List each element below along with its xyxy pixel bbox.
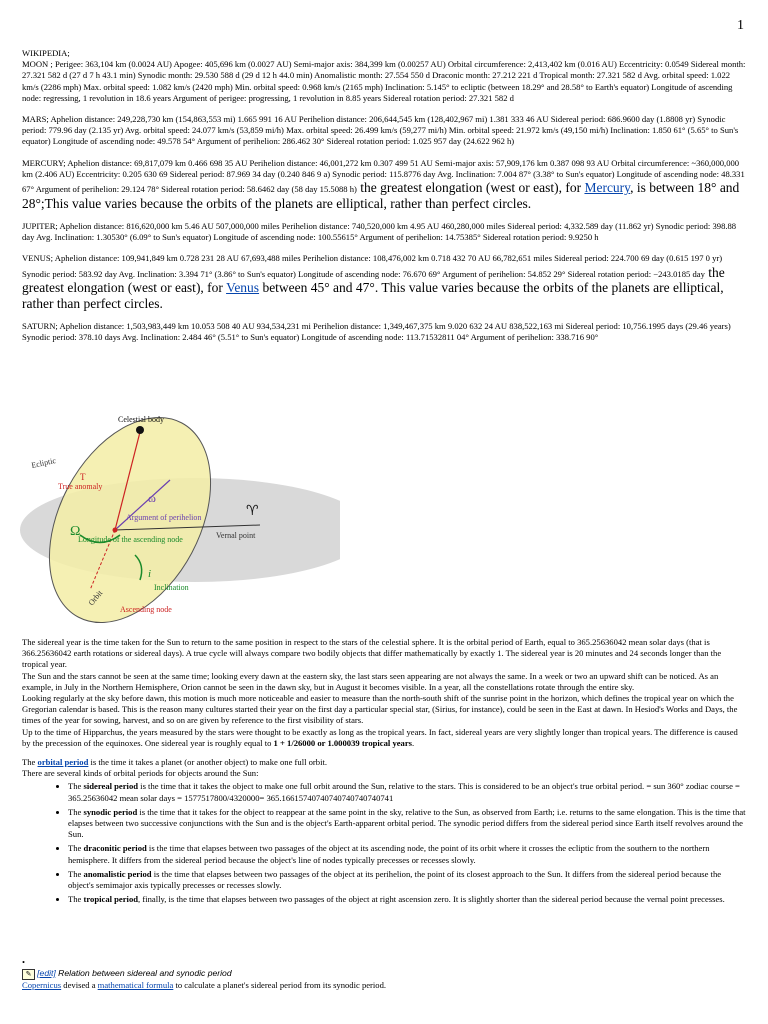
venus-text: Aphelion distance: 109,941,849 km 0.728 231 28 AU 67,693,488 miles Perihelion distance: 108,476,002 km 0.718 432 70 AU 66,782,651 miles Sidereal period: 224.700 69 day (0.615 197 0 yr) Synodic period: 583.92 day Avg. Inclination: 3.394 71° (3.86° to Sun's equator) Longitude of ascending node: 76.670 69° Argument of perihelion: 54.852 29° Sidereal rotation period: −243.0185 day bbox=[22, 253, 723, 279]
orbital-intro bbox=[22, 757, 748, 768]
sidereal-para-1: The sidereal year is the time taken for the Sun to return to the same position in respect to the stars of the celestial sphere. It is the orbital period of Earth, equal to 365.25636042 mean solar days (that is 366.25636042 earth rotations or sidereal days). A true cycle will always compare two bodily objects that differ mathematically by exactly 1. The sidereal year is 20 minutes and 24 seconds longer than the tropical year. bbox=[22, 637, 722, 670]
copernicus-end: to calculate a planet's sidereal period from its synodic period. bbox=[173, 979, 387, 990]
orbital-elements-diagram bbox=[20, 410, 340, 630]
relation-section bbox=[22, 957, 748, 991]
formula-link[interactable]: mathematical formula bbox=[97, 979, 174, 990]
orbital-period-list bbox=[22, 781, 748, 905]
inclination-symbol: i bbox=[148, 568, 152, 580]
saturn-section bbox=[22, 321, 746, 343]
copernicus-link[interactable]: Copernicus bbox=[22, 979, 62, 990]
sidereal-para-4 bbox=[22, 727, 748, 749]
mars-section bbox=[22, 114, 746, 148]
celestial-body-label: Celestial body bbox=[118, 415, 164, 424]
moon-text: Perigee: 363,104 km (0.0024 AU) Apogee: 405,696 km (0.0027 AU) Semi-major axis: 384,399 km (0.00257 AU) Orbital circumference: 2,413,402 km (0.016 AU) Eccentricity: 0.0549 Sidereal month: 27.321 582 d (27 d 7 h 43.1 min) Synodic month: 29.530 588 d (29 d 12 h 44.0 min) Anomalistic month: 27.554 550 d Draconic month: 27.212 221 d Tropical month: 27.321 582 d Avg. orbital speed: 1.022 km/s (2286 mph) Max. orbital speed: 1.082 km/s (2420 mph) Min. orbital speed: 0.968 km/s (2165 mph) Inclination: 5.145° to ecliptic (between 18.29° and 28.58° to Earth's equator) Longitude of ascending node: regressing, 1 revolution in 18.6 years Argument of perigee: progressing, 1 revolution in 8.85 years Sidereal rotation period: 27.321 582 d bbox=[22, 59, 746, 103]
mercury-elongation-note: , is between 18° and 28°;This value varies because the orbits of the planets are elliptical, rather than perfect circles. bbox=[22, 180, 740, 211]
orbital-intro-2: There are several kinds of orbital periods for objects around the Sun: bbox=[22, 768, 259, 779]
venus-elongation-note: between 45° and 47°. This value varies because the orbits of the planets are elliptical, rather than perfect circles. bbox=[22, 280, 724, 311]
list-item-term: tropical period bbox=[83, 894, 139, 905]
sidereal-para-4-bold: 1 + 1/26000 or 1.000039 tropical years bbox=[273, 737, 413, 748]
source-label bbox=[22, 48, 746, 59]
mercury-text: Aphelion distance: 69,817,079 km 0.466 698 35 AU Perihelion distance: 46,001,272 km 0.307 499 51 AU Semi-major axis: 57,909,176 km 0.387 098 93 AU Orbital circumference: ~360,000,000 km (2.406 AU) Eccentricity: 0.205 630 69 Sidereal period: 87.969 34 day (0.240 846 9 a) Synodic period: 115.8776 day Avg. Inclination: 7.004 87° (3.38° to Sun's equator) Longitude of ascending node: 48.331 67° Argument of perihelion: 29.124 78° Sidereal rotation period: 58.6462 day (58 day 15.5088 h) bbox=[22, 157, 745, 195]
moon-label: MOON ; bbox=[22, 59, 53, 70]
venus-elongation-text: the greatest elongation (west or east), for bbox=[22, 264, 725, 296]
sidereal-para-3: Looking regularly at the sky before dawn, this motion is much more noticeable and easier to measure than the north-south shift of the sunrise point in the horizon, which defines the tropical year on which the Gregorian calendar is based. This is the reason many cultures started their year on the first day a particular special star, (Sirius, for instance), could be seen in the East at dawn. In Hesiod's Works and Days, the times of the year for sowing, harvest, and so on are given by reference to the first visibility of stars. bbox=[22, 693, 738, 726]
list-item-term: draconitic period bbox=[83, 843, 147, 854]
mercury-link[interactable]: Mercury bbox=[584, 180, 631, 196]
source-text: WIKIPEDIA; bbox=[22, 48, 70, 58]
relation-heading bbox=[22, 968, 748, 980]
copernicus-line bbox=[22, 980, 748, 991]
omega-big-symbol: Ω bbox=[70, 524, 81, 539]
list-item-text: is the time that elapses between two passages of the object at its ascending node, the point of its orbit where it crosses the ecliptic from the southern to the northern hemisphere. It differs from the sidereal period because the object's line of nodes typically precesses or recesses slowly. bbox=[68, 843, 710, 865]
jupiter-text: Aphelion distance: 816,620,000 km 5.46 AU 507,000,000 miles Perihelion distance: 740,520,000 km 4.95 AU 460,280,000 miles Sidereal period: 4,332.589 day (11.862 yr) Synodic period: 398.88 day Avg. Inclination: 1.30530° (6.09° to Sun's equator) Longitude of ascending node: 100.55615° Argument of perihelion: 14.75385° Sidereal rotation period: 9.9250 h bbox=[22, 221, 737, 243]
mercury-section bbox=[22, 158, 746, 211]
mercury-label: MERCURY; bbox=[22, 157, 66, 168]
orbital-period-link[interactable]: orbital period bbox=[37, 757, 89, 768]
list-item-pre: The bbox=[68, 843, 84, 854]
venus-label: VENUS; bbox=[22, 253, 54, 264]
moon-section bbox=[22, 59, 746, 104]
list-item-term: anomalistic period bbox=[83, 868, 152, 879]
list-item-term: synodic period bbox=[83, 806, 138, 817]
long-asc-node-label: Longitude of the ascending node bbox=[78, 535, 183, 544]
jupiter-section bbox=[22, 221, 746, 243]
list-item-text: is the time that elapses between two passages of the object at its perihelion, the point of its closest approach to the Sun. It differs from the sidereal period because the object's semimajor axis typically precesses or recesses slowly. bbox=[68, 868, 722, 891]
aries-symbol: ♈ bbox=[246, 503, 259, 519]
true-anomaly-label: True anomaly bbox=[58, 482, 103, 491]
sidereal-section bbox=[22, 637, 748, 908]
copernicus-mid: devised a bbox=[61, 979, 98, 990]
list-item bbox=[68, 781, 748, 803]
celestial-body-dot bbox=[136, 426, 144, 434]
list-item bbox=[68, 894, 748, 905]
bullet-mark: • bbox=[22, 957, 26, 967]
relation-heading-text: Relation between sidereal and synodic period bbox=[55, 968, 232, 979]
saturn-label: SATURN; bbox=[22, 321, 58, 332]
inclination-label: Inclination bbox=[154, 583, 189, 592]
orbital-intro-post: is the time it takes a planet (or another object) to make one full orbit. bbox=[88, 757, 328, 768]
center-dot bbox=[113, 528, 118, 533]
list-item-pre: The bbox=[68, 868, 84, 879]
edit-icon[interactable]: ✎ bbox=[22, 969, 35, 980]
list-item-text: is the time that it takes for the object to reappear at the same point in the sky, relative to the Sun, as observed from Earth; i.e. returns to the same elongation. This is the time that elapses between two successive conjunctions with the Sun and is the object's Earth-apparent orbital period. The synodic period differs from the sidereal period since Earth itself revolves around the Sun. bbox=[68, 806, 746, 840]
list-item-pre: The bbox=[68, 806, 84, 817]
venus-section bbox=[22, 253, 746, 311]
mercury-elongation-text: the greatest elongation (west or east), for bbox=[356, 180, 585, 196]
list-item-term: sidereal period bbox=[83, 781, 139, 792]
orbit-label: Orbit bbox=[86, 588, 105, 608]
mars-label: MARS; bbox=[22, 114, 49, 125]
jupiter-label: JUPITER; bbox=[22, 221, 58, 232]
list-item bbox=[68, 869, 748, 891]
list-item-pre: The bbox=[68, 894, 84, 905]
document-body bbox=[22, 48, 746, 354]
vernal-point-label: Vernal point bbox=[216, 531, 256, 540]
list-item bbox=[68, 843, 748, 865]
list-item-text: is the time that it takes the object to make one full orbit around the Sun, relative to the stars. This is considered to be an object's true orbital period. = sun 360° zodiac course = 365.25636042 mean solar days = 1577517800/4320000= 365.16615740740740740740740741 bbox=[68, 781, 740, 803]
ascending-node-label: Ascending node bbox=[120, 605, 172, 614]
omega-symbol: ω bbox=[148, 491, 156, 505]
arg-perihelion-label: Argument of perihelion bbox=[126, 513, 202, 522]
sidereal-para-4-end: . bbox=[412, 737, 415, 748]
page-number: 1 bbox=[737, 18, 744, 33]
venus-link[interactable]: Venus bbox=[226, 280, 260, 296]
saturn-text: Aphelion distance: 1,503,983,449 km 10.053 508 40 AU 934,534,231 mi Perihelion distance: 1,349,467,375 km 9.020 632 24 AU 838,522,163 mi Sidereal period: 10,756.1995 days (29.46 years) Synodic period: 378.10 days Avg. Inclination: 2.484 46° (5.51° to Sun's equator) Longitude of ascending node: 113.71532811 04° Argument of perihelion: 338.716 90° bbox=[22, 321, 731, 343]
sidereal-para-4-text: Up to the time of Hipparchus, the years measured by the stars were thought to be exactly as long as the tropical years. In fact, sidereal years are very slightly longer than tropical years. The difference is caused by the precession of the equinoxes. One sidereal year is roughly equal to bbox=[22, 726, 738, 748]
list-item-text: , finally, is the time that elapses between two passages of the object at right ascension zero. It is slightly shorter than the sidereal period because the vernal point precesses. bbox=[138, 894, 725, 905]
ecliptic-label: Ecliptic bbox=[30, 455, 57, 470]
list-item bbox=[68, 807, 748, 841]
sidereal-para-2: The Sun and the stars cannot be seen at the same time; looking every dawn at the eastern sky, the last stars seen appearing are not always the same. In a week or two an upward shift can be noticed. As an example, in July in the Northern Hemisphere, Orion cannot be seen in the dawn sky, but in August it becomes visible. In a year, all the constellations rotate through the entire sky. bbox=[22, 670, 719, 692]
true-anomaly-symbol: T bbox=[80, 472, 86, 482]
list-item-pre: The bbox=[68, 781, 84, 792]
orbital-intro-pre: The bbox=[22, 757, 38, 768]
edit-link[interactable]: [edit] bbox=[37, 968, 56, 979]
mars-text: Aphelion distance: 249,228,730 km (154,863,553 mi) 1.665 991 16 AU Perihelion distance: 206,644,545 km (128,402,967 mi) 1.381 333 46 AU Sidereal period: 686.9600 day (1.8808 yr) Synodic period: 779.96 day (2.135 yr) Avg. orbital speed: 24.077 km/s (53,859 mi/h) Max. orbital speed: 26.499 km/s (59,277 mi/h) Min. orbital speed: 21.972 km/s (49,150 mi/h) Inclination: 1.850 61° (5.65° to Sun's equator) Longitude of ascending node: 49.578 54° Argument of perihelion: 286.462 30° Sidereal rotation period: 1.025 957 day (24.622 962 h) bbox=[22, 114, 739, 147]
